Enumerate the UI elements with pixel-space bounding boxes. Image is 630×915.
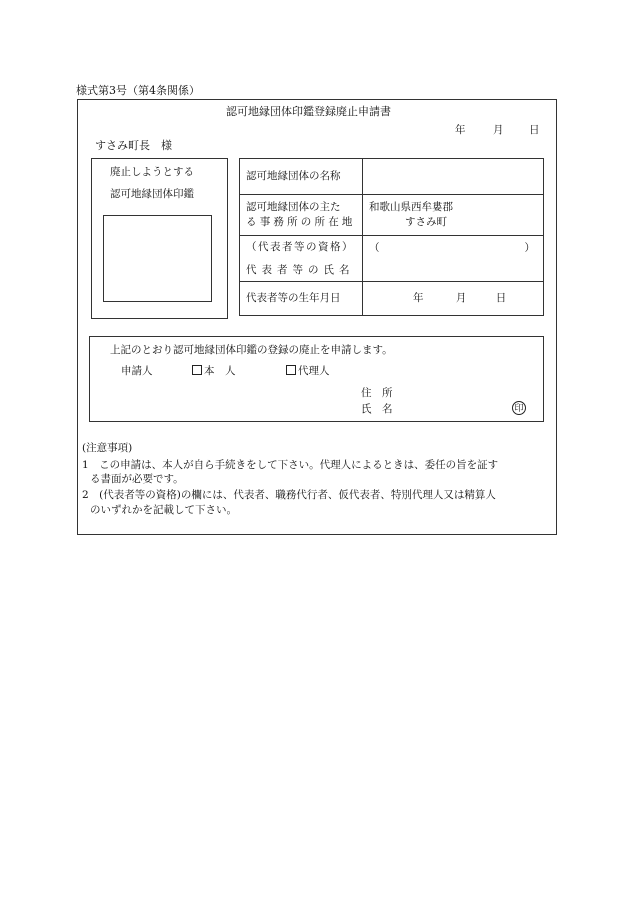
office-value-line2: すさみ町 (405, 216, 447, 228)
form-title: 認可地縁団体印鑑登録廃止申請書 (226, 105, 391, 118)
rep-qual-label: （代表者等の資格） (246, 240, 354, 253)
dob-day: 日 (495, 292, 507, 304)
rep-paren-open: （ (369, 242, 380, 254)
office-label-line2: る事務所の所在地 (246, 216, 356, 228)
seal-mark-icon: 印 (512, 401, 526, 415)
checkbox-self[interactable] (192, 365, 202, 375)
seal-panel-line1: 廃止しようとする (110, 166, 194, 178)
option-self[interactable] (192, 364, 236, 378)
checkbox-agent[interactable] (286, 365, 296, 375)
signer-name-label: 氏 名 (361, 403, 393, 415)
info-table (239, 158, 544, 316)
notes-heading: (注意事項) (82, 442, 133, 454)
option-agent-label: 代理人 (298, 365, 330, 377)
office-label (240, 195, 363, 236)
office-value-line1: 和歌山県西牟婁郡 (369, 201, 453, 213)
addressee: すさみ町長 様 (95, 139, 172, 152)
applicant-label: 申請人 (121, 365, 153, 377)
note2-line2: のいずれかを記載して下さい。 (90, 504, 237, 516)
note2-line1: 2 (代表者等の資格)の欄には、代表者、職務代行者、仮代表者、特別代理人又は精算人 (82, 489, 496, 501)
note1-line1: 1 この申請は、本人が自ら手続きをして下さい。代理人によるときは、委任の旨を証す (82, 459, 499, 471)
office-value[interactable] (363, 195, 544, 236)
dob-year: 年 (413, 292, 424, 304)
option-agent[interactable] (286, 364, 330, 378)
rep-name-label: 代表者等の氏名 (246, 263, 355, 276)
form-number: 様式第3号（第4条関係） (76, 84, 200, 97)
rep-label (240, 236, 363, 282)
seal-panel-line2: 認可地縁団体印鑑 (110, 188, 194, 200)
dob-month: 月 (455, 292, 467, 304)
date-month: 月 (493, 124, 504, 136)
name-value[interactable] (363, 159, 544, 195)
rep-paren-close: ） (524, 242, 535, 254)
date-year: 年 (455, 124, 466, 136)
note1-line2: る書面が必要です。 (90, 473, 184, 485)
option-self-label: 本 人 (204, 365, 236, 377)
dob-label: 代表者等の生年月日 (240, 282, 363, 316)
address-label: 住 所 (361, 387, 393, 399)
name-label: 認可地縁団体の名称 (240, 159, 363, 195)
application-statement: 上記のとおり認可地縁団体印鑑の登録の廃止を申請します。 (110, 344, 393, 356)
date-day: 日 (529, 124, 540, 136)
dob-value[interactable] (363, 282, 544, 316)
office-label-line1: 認可地縁団体の主た (246, 201, 341, 213)
rep-value[interactable] (363, 236, 544, 282)
seal-impression-box[interactable] (103, 215, 212, 302)
